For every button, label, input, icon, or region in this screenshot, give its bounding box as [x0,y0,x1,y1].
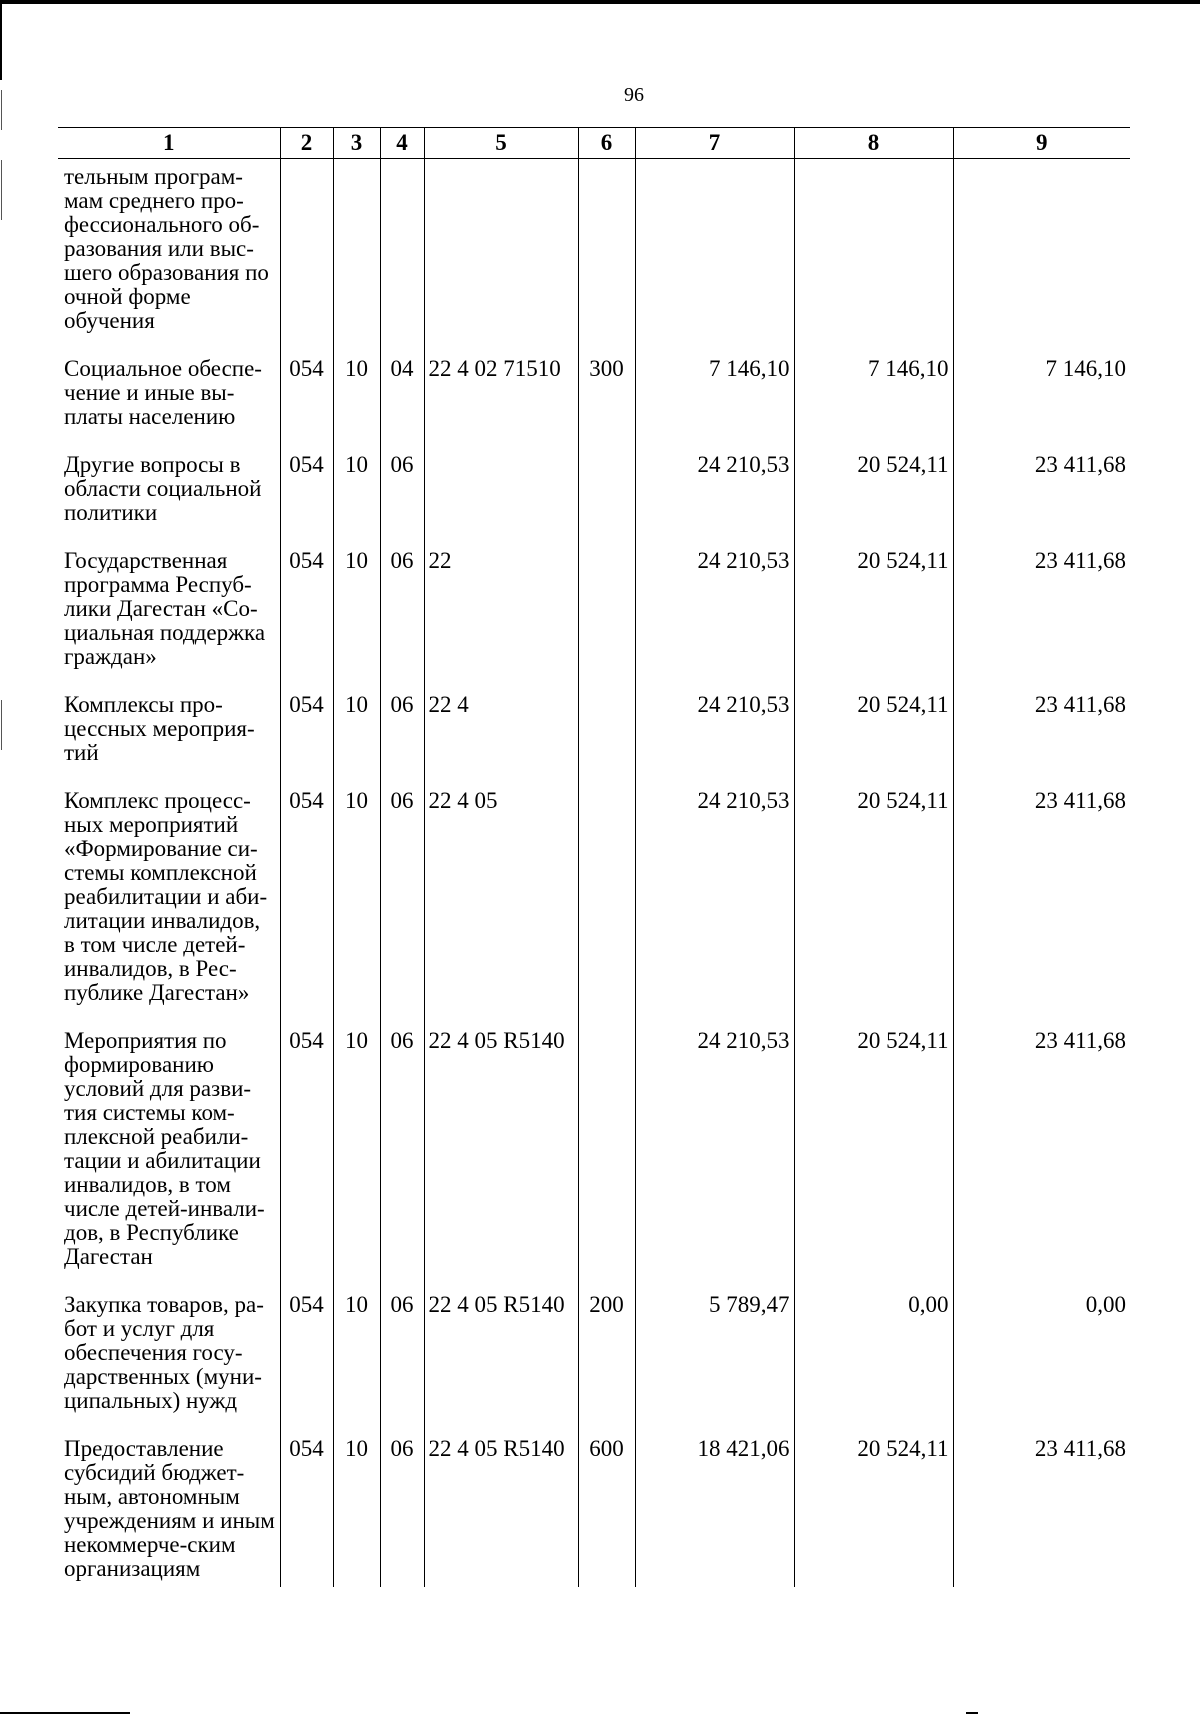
row-section-code: 10 [333,789,380,1029]
row-amount-col9: 23 411,68 [953,1029,1130,1293]
row-name: Социальное обеспе-чение и иные вы-платы населению [58,357,280,453]
row-amount-col9 [953,159,1130,358]
scan-artifact-line [1,160,2,220]
table-row [58,159,1130,358]
row-target-code: 22 [424,549,578,693]
row-ministry-code: 054 [280,357,333,453]
row-expense-type [578,1029,635,1293]
row-name: Мероприятия по формированию условий для разви-тия системы ком-плексной реабили-тации и абилитации инвалидов, в том числе детей-инвали-дов, в Республике Дагестан [58,1029,280,1293]
row-amount-col7: 18 421,06 [635,1437,794,1587]
row-ministry-code: 054 [280,1437,333,1587]
table-row [58,693,1130,789]
row-name: Закупка товаров, ра-бот и услуг для обеспечения госу-дарственных (муни-ципальных) нужд [58,1293,280,1437]
row-target-code: 22 4 05 R5140 [424,1029,578,1293]
column-header-2: 2 [280,128,333,159]
row-amount-col8: 20 524,11 [794,453,953,549]
table-row [58,453,1130,549]
table-row [58,1437,1130,1587]
row-section-code: 10 [333,1437,380,1587]
row-target-code: 22 4 05 R5140 [424,1437,578,1587]
row-target-code [424,159,578,358]
row-amount-col7: 5 789,47 [635,1293,794,1437]
row-expense-type [578,159,635,358]
row-name: Государственная программа Респуб-лики Дагестан «Со-циальная поддержка граждан» [58,549,280,693]
column-header-9: 9 [953,128,1130,159]
row-subsection-code: 06 [380,1029,424,1293]
row-ministry-code: 054 [280,453,333,549]
row-amount-col8: 20 524,11 [794,1437,953,1587]
row-target-code: 22 4 02 71510 [424,357,578,453]
row-expense-type [578,453,635,549]
row-subsection-code [380,159,424,358]
table-row [58,549,1130,693]
footer-rule [966,1712,978,1714]
row-section-code: 10 [333,1293,380,1437]
scan-artifact-line [1,700,2,750]
table-row [58,789,1130,1029]
row-subsection-code: 06 [380,1293,424,1437]
row-amount-col7: 7 146,10 [635,357,794,453]
table-header-row [58,128,1130,159]
column-header-6: 6 [578,128,635,159]
row-amount-col9: 23 411,68 [953,453,1130,549]
row-target-code: 22 4 05 R5140 [424,1293,578,1437]
row-expense-type: 300 [578,357,635,453]
row-ministry-code [280,159,333,358]
row-subsection-code: 06 [380,693,424,789]
page-number: 96 [624,84,644,106]
table-row [58,357,1130,453]
row-expense-type: 200 [578,1293,635,1437]
row-amount-col9: 23 411,68 [953,693,1130,789]
column-header-3: 3 [333,128,380,159]
row-amount-col7: 24 210,53 [635,693,794,789]
row-section-code: 10 [333,453,380,549]
row-amount-col8: 20 524,11 [794,549,953,693]
row-subsection-code: 06 [380,453,424,549]
column-header-1: 1 [58,128,280,159]
page-left-border [0,0,2,80]
row-expense-type [578,693,635,789]
row-amount-col7: 24 210,53 [635,789,794,1029]
row-target-code: 22 4 [424,693,578,789]
column-header-8: 8 [794,128,953,159]
row-subsection-code: 04 [380,357,424,453]
row-name: Предоставление субсидий бюджет-ным, автономным учреждениям и иным некоммерче-ским организациям [58,1437,280,1587]
row-ministry-code: 054 [280,693,333,789]
row-section-code [333,159,380,358]
row-amount-col9: 23 411,68 [953,789,1130,1029]
row-expense-type: 600 [578,1437,635,1587]
row-expense-type [578,549,635,693]
row-target-code: 22 4 05 [424,789,578,1029]
row-amount-col7: 24 210,53 [635,549,794,693]
page-top-border [0,0,1200,4]
row-name: тельным програм-мам среднего про-фессионального об-разования или выс-шего образования по очной форме обучения [58,159,280,358]
row-ministry-code: 054 [280,1029,333,1293]
row-amount-col9: 23 411,68 [953,549,1130,693]
row-subsection-code: 06 [380,1437,424,1587]
row-name: Другие вопросы в области социальной политики [58,453,280,549]
row-section-code: 10 [333,693,380,789]
row-amount-col8: 20 524,11 [794,1029,953,1293]
column-header-4: 4 [380,128,424,159]
column-header-5: 5 [424,128,578,159]
row-amount-col8: 20 524,11 [794,693,953,789]
row-amount-col7 [635,159,794,358]
row-ministry-code: 054 [280,789,333,1029]
row-section-code: 10 [333,1029,380,1293]
row-amount-col9: 0,00 [953,1293,1130,1437]
row-amount-col8: 7 146,10 [794,357,953,453]
table-row [58,1029,1130,1293]
row-section-code: 10 [333,357,380,453]
row-ministry-code: 054 [280,1293,333,1437]
row-name: Комплекс процесс-ных мероприятий «Формирование си-стемы комплексной реабилитации и аби-литации инвалидов, в том числе детей-инвалидов, в Рес-публике Дагестан» [58,789,280,1029]
footer-rule [0,1712,130,1714]
row-amount-col9: 7 146,10 [953,357,1130,453]
row-section-code: 10 [333,549,380,693]
row-amount-col7: 24 210,53 [635,453,794,549]
row-expense-type [578,789,635,1029]
row-subsection-code: 06 [380,549,424,693]
row-amount-col7: 24 210,53 [635,1029,794,1293]
row-name: Комплексы про-цессных мероприя-тий [58,693,280,789]
budget-table [58,127,1130,1587]
table-row [58,1293,1130,1437]
row-amount-col8: 0,00 [794,1293,953,1437]
row-ministry-code: 054 [280,549,333,693]
row-amount-col8: 20 524,11 [794,789,953,1029]
row-amount-col9: 23 411,68 [953,1437,1130,1587]
row-subsection-code: 06 [380,789,424,1029]
row-amount-col8 [794,159,953,358]
row-target-code [424,453,578,549]
column-header-7: 7 [635,128,794,159]
